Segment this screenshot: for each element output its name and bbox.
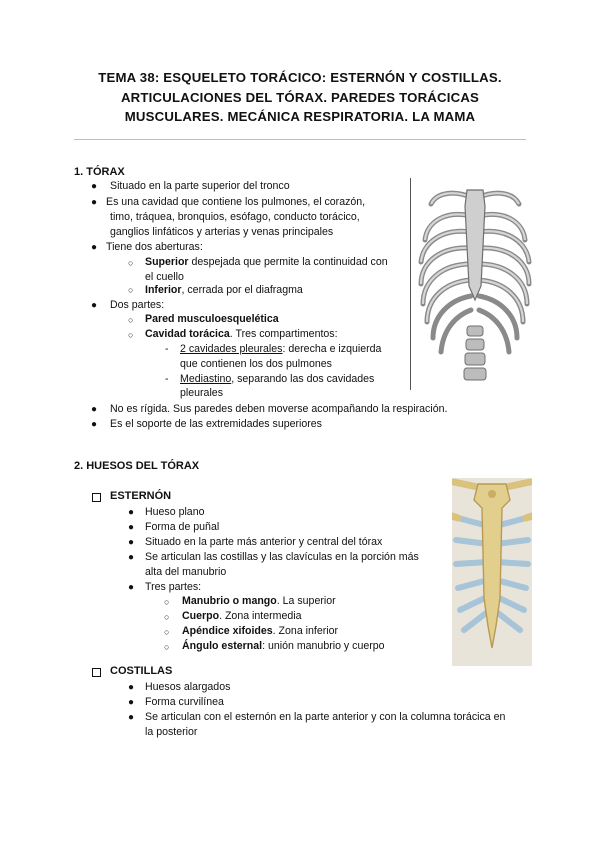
esternon-item-4-line-1: Se articulan las costillas y las clavículas en la porción más: [145, 551, 419, 563]
costillas-item-1: Huesos alargados: [145, 681, 231, 693]
torax-item-6: Es el soporte de las extremidades superiores: [110, 418, 322, 430]
cavidades-pleurales-text: : derecha e izquierda: [282, 343, 382, 355]
esternon-item-3: Situado en la parte más anterior y central del tórax: [145, 536, 383, 548]
costillas-item-3-line-1: Se articulan con el esternón en la parte anterior y con la columna torácica en: [145, 711, 506, 723]
pared-musculoesqueletica: Pared musculoesquelética: [145, 313, 279, 325]
torax-item-5: No es rígida. Sus paredes deben moverse acompañando la respiración.: [110, 403, 448, 415]
bullet-icon: ●: [128, 682, 135, 693]
bullet-icon: ●: [128, 537, 135, 548]
cavidad-toracica: [145, 327, 338, 343]
parte-manubrio: [182, 594, 336, 610]
cavidades-pleurales: [180, 342, 381, 358]
hollow-bullet-icon: ○: [164, 612, 170, 622]
parte-angulo: [182, 639, 385, 655]
section-2-heading: 2. HUESOS DEL TÓRAX: [74, 460, 200, 472]
dash-bullet-icon: -: [165, 373, 169, 385]
mediastino-text: , separando las dos cavidades: [231, 373, 375, 385]
cavidad-toracica-text: . Tres compartimentos:: [229, 328, 338, 340]
image-border-line: [410, 178, 411, 390]
bullet-icon: ●: [128, 522, 135, 533]
esternon-heading: ESTERNÓN: [110, 490, 172, 502]
cavidades-pleurales-line-2: que contienen los dos pulmones: [180, 358, 332, 370]
bullet-icon: ●: [91, 242, 98, 253]
hollow-bullet-icon: ○: [164, 642, 170, 652]
title-line-3: MUSCULARES. MECÁNICA RESPIRATORIA. LA MAMA: [124, 109, 476, 124]
angulo-text: : unión manubrio y cuerpo: [262, 640, 385, 652]
hollow-bullet-icon: ○: [164, 597, 170, 607]
bullet-icon: ●: [128, 582, 135, 593]
bullet-icon: ●: [91, 197, 98, 208]
torax-item-1: Situado en la parte superior del tronco: [110, 180, 290, 192]
hollow-bullet-icon: ○: [128, 315, 134, 325]
abertura-superior: [145, 255, 388, 271]
abertura-inferior: [145, 283, 303, 299]
bullet-icon: ●: [128, 552, 135, 563]
costillas-item-2: Forma curvilínea: [145, 696, 224, 708]
section-1-heading: 1. TÓRAX: [74, 166, 125, 178]
torax-item-2-line-1: Es una cavidad que contiene los pulmones, el corazón,: [106, 196, 366, 208]
abertura-inferior-text: , cerrada por el diafragma: [181, 284, 303, 296]
mediastino-line-2: pleurales: [180, 387, 223, 399]
abertura-superior-text: despejada que permite la continuidad con: [188, 256, 388, 268]
rib-cage-illustration: [415, 176, 535, 394]
costillas-item-3-line-2: la posterior: [145, 726, 198, 738]
hollow-bullet-icon: ○: [128, 285, 134, 295]
apendice-text: . Zona inferior: [272, 625, 339, 637]
checkbox-icon: [92, 493, 101, 502]
torax-item-4: Dos partes:: [110, 299, 165, 311]
angulo-label: Ángulo esternal: [182, 640, 263, 652]
bullet-icon: ●: [128, 697, 135, 708]
cavidades-pleurales-label: 2 cavidades pleurales: [180, 343, 283, 355]
cuerpo-label: Cuerpo: [182, 610, 220, 622]
cavidad-toracica-label: Cavidad torácica: [145, 328, 230, 340]
cuerpo-text: . Zona intermedia: [219, 610, 302, 622]
bullet-icon: ●: [91, 181, 98, 192]
manubrio-text: . La superior: [276, 595, 336, 607]
manubrio-label: Manubrio o mango: [182, 595, 277, 607]
abertura-superior-line-2: el cuello: [145, 271, 184, 283]
bullet-icon: ●: [91, 300, 98, 311]
esternon-item-4-line-2: alta del manubrio: [145, 566, 227, 578]
apendice-label: Apéndice xifoides: [182, 625, 273, 637]
checkbox-icon: [92, 668, 101, 677]
torax-item-2-line-2: timo, tráquea, bronquios, esófago, conducto torácico,: [110, 211, 360, 223]
title-divider: [74, 139, 526, 140]
bullet-icon: ●: [91, 419, 98, 430]
bullet-icon: ●: [128, 712, 135, 723]
torax-item-2-line-3: ganglios linfáticos y arterias y venas principales: [110, 226, 334, 238]
dash-bullet-icon: -: [165, 343, 169, 355]
parte-apendice: [182, 624, 338, 640]
title-line-1: TEMA 38: ESQUELETO TORÁCICO: ESTERNÓN Y COSTILLAS.: [98, 70, 502, 85]
page-title: [60, 68, 540, 127]
esternon-item-5: Tres partes:: [145, 581, 202, 593]
hollow-bullet-icon: ○: [128, 330, 134, 340]
torax-item-3: Tiene dos aberturas:: [106, 241, 203, 253]
parte-cuerpo: [182, 609, 302, 625]
hollow-bullet-icon: ○: [128, 258, 134, 268]
abertura-inferior-label: Inferior: [145, 284, 182, 296]
mediastino-label: Mediastino: [180, 373, 232, 385]
bullet-icon: ●: [91, 404, 98, 415]
costillas-heading: COSTILLAS: [110, 665, 173, 677]
title-line-2: ARTICULACIONES DEL TÓRAX. PAREDES TORÁCICAS: [120, 89, 480, 105]
esternon-item-2: Forma de puñal: [145, 521, 220, 533]
abertura-superior-label: Superior: [145, 256, 189, 268]
esternon-item-1: Hueso plano: [145, 506, 205, 518]
hollow-bullet-icon: ○: [164, 627, 170, 637]
bullet-icon: ●: [128, 507, 135, 518]
sternum-illustration: [452, 478, 532, 666]
